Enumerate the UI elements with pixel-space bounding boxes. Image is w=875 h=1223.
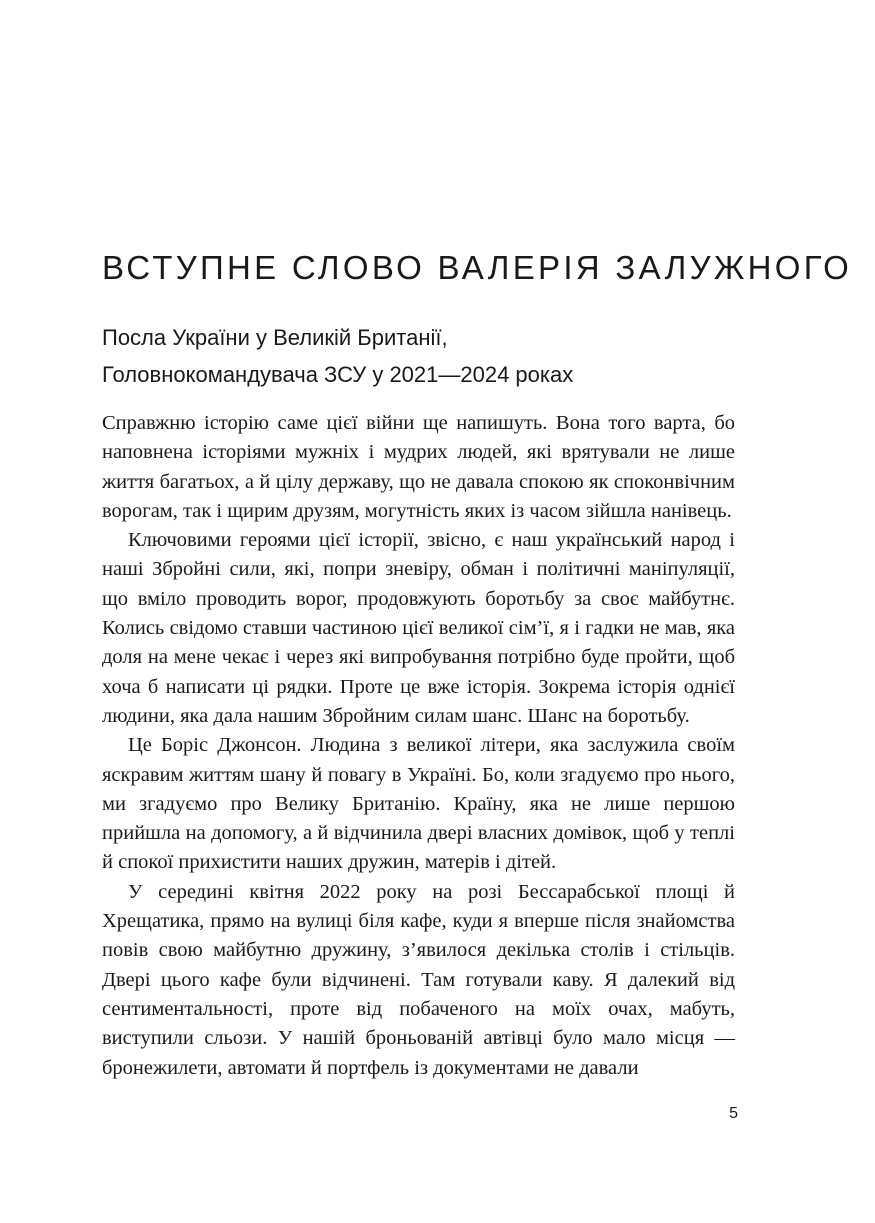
paragraph-1: Справжню історію саме цієї війни ще напишуть. Вона того варта, бо наповнена історіями мужніх і мудрих людей, які врятували не лише життя багатьох, а й цілу державу, що не давала спокою як споконвічним ворогам, так і щирим друзям, могутність яких із часом зійшла нанівець.: [102, 412, 735, 522]
page-number: 5: [729, 1105, 738, 1122]
body-text: [102, 409, 735, 1083]
paragraph-4: У середині квітня 2022 року на розі Бессарабської площі й Хрещатика, прямо на вулиці біля кафе, куди я вперше після знайомства повів свою майбутню дружину, з’явилося декілька столів і стільців. Двері цього кафе були відчинені. Там готували каву. Я далекий від сентиментальності, проте від побаченого на моїх очах, мабуть, виступили сльози. У нашій броньованій автівці було мало місця — бронежилети, автомати й портфель із документами не давали: [102, 880, 735, 1079]
subtitle-line-1: Посла України у Великій Британії,: [102, 325, 448, 350]
paragraph-2: Ключовими героями цієї історії, звісно, є наш український народ і наші Збройні сили, які, попри зневіру, обман і політичні маніпуляції, що вміло проводить ворог, продовжують боротьбу за своє майбутнє. Колись свідомо ставши частиною цієї великої сім’ї, я і гадки не мав, яка доля на мене чекає і через які випробування потрібно буде пройти, щоб хоча б написати ці рядки. Проте це вже історія. Зокрема історія однієї людини, яка дала нашим Збройним силам шанс. Шанс на боротьбу.: [102, 529, 735, 727]
chapter-subtitle: [102, 319, 742, 393]
chapter-title: ВСТУПНЕ СЛОВО ВАЛЕРІЯ ЗАЛУЖНОГО: [102, 249, 853, 286]
paragraph-3: Це Боріс Джонсон. Людина з великої літери, яка заслужила своїм яскравим життям шану й повагу в Україні. Бо, коли згадуємо про нього, ми згадуємо про Велику Британію. Країну, яка не лише першою прийшла на допомогу, а й відчинила двері власних домівок, щоб у теплі й спокої прихистити наших дружин, матерів і дітей.: [102, 734, 735, 874]
subtitle-line-2: Головнокомандувача ЗСУ у 2021—2024 роках: [102, 362, 574, 387]
